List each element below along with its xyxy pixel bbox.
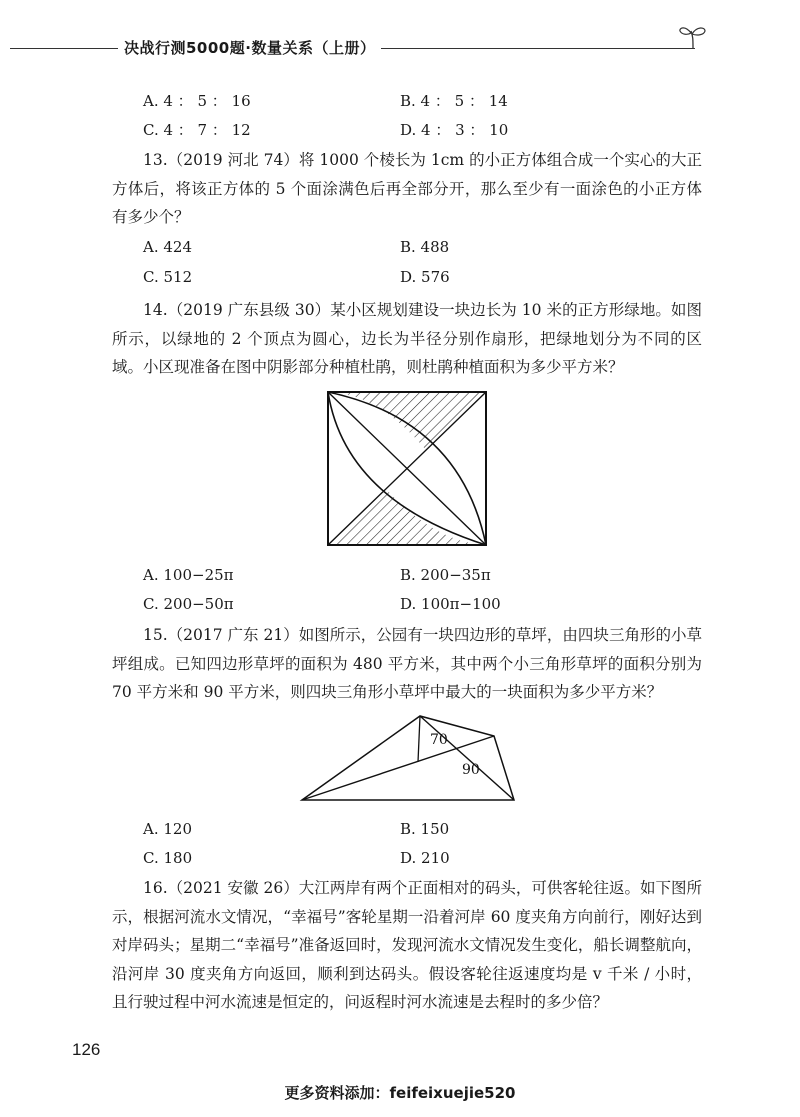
q14-square-figure <box>318 384 492 552</box>
q14-option-b: B. 200−35π <box>400 566 491 584</box>
q15-left-edge-inner <box>418 716 420 762</box>
q12-option-a: A. 4 ： 5 ： 16 <box>143 92 251 110</box>
q15-question-text: 15.（2017 广东 21）如图所示，公园有一块四边形的草坪，由四块三角形的小草坪组成。已知四边形草坪的面积为 480 平方米，其中两个小三角形草坪的面积分别为 70 平方米和 90 平方米，则四块三角形小草坪中最大的一块面积为多少平方米？ <box>112 626 702 701</box>
q15-option-c: C. 180 <box>143 849 193 867</box>
q14-shaded-region-top <box>328 392 486 450</box>
q15-quadrilateral-outline <box>302 716 514 800</box>
q15-quadrilateral-figure <box>296 710 520 806</box>
q13-option-b: B. 488 <box>400 238 450 256</box>
q13-question-text: 13.（2019 河北 74）将 1000 个棱长为 1cm 的小正方体组合成一个实心的大正方体后，将该正方体的 5 个面涂满色后再全部分开，那么至少有一面涂色的小正方体有多少个？ <box>112 151 702 226</box>
q16-question <box>112 874 702 1017</box>
q15-option-d: D. 210 <box>400 849 450 867</box>
running-header-title: 决战行测5000题·数量关系（上册） <box>118 37 381 58</box>
q12-option-c: C. 4 ： 7 ： 12 <box>143 121 251 139</box>
q14-question <box>112 296 702 382</box>
q13-question <box>112 146 702 232</box>
footer-note: 更多资料添加：feifeixuejie520 <box>284 1084 516 1102</box>
q15-option-b: B. 150 <box>400 820 450 838</box>
page-number: 126 <box>72 1040 101 1059</box>
q12-option-d: D. 4 ： 3 ： 10 <box>400 121 509 139</box>
q14-option-c: C. 200−50π <box>143 595 234 613</box>
q13-option-c: C. 512 <box>143 268 193 286</box>
header-rule-left <box>10 48 122 49</box>
sprout-icon <box>676 22 710 52</box>
q15-question <box>112 621 702 707</box>
q16-question-text: 16.（2021 安徽 26）大江两岸有两个正面相对的码头，可供客轮往返。如下图所示，根据河流水文情况，“幸福号”客轮星期一沿着河岸 60 度夹角方向前行，刚好达到对岸码头；星期二“幸福号”准备返回时，发现河流水文情况发生变化，船长调整航向，沿河岸 30 度夹角方向返回，顺利到达码头。假设客轮往返速度均是 v 千米 / 小时，且行驶过程中河水流速是恒定的，问返程时河水流速是去程时的多少倍？ <box>112 879 702 1011</box>
q14-option-a: A. 100−25π <box>143 566 234 584</box>
header-rule-right <box>340 48 695 49</box>
q15-label-90: 90 <box>462 762 480 778</box>
q14-option-d: D. 100π−100 <box>400 595 501 613</box>
q15-option-a: A. 120 <box>143 820 192 838</box>
q12-option-b: B. 4 ： 5 ： 14 <box>400 92 508 110</box>
q13-option-d: D. 576 <box>400 268 450 286</box>
q14-question-text: 14.（2019 广东县级 30）某小区规划建设一块边长为 10 米的正方形绿地。如图所示，以绿地的 2 个顶点为圆心，边长为半径分别作扇形，把绿地划分为不同的区域。小区现准备在图中阴影部分种植杜鹃，则杜鹃种植面积为多少平方米？ <box>112 301 702 376</box>
q13-option-a: A. 424 <box>143 238 192 256</box>
q15-label-70: 70 <box>430 732 448 748</box>
